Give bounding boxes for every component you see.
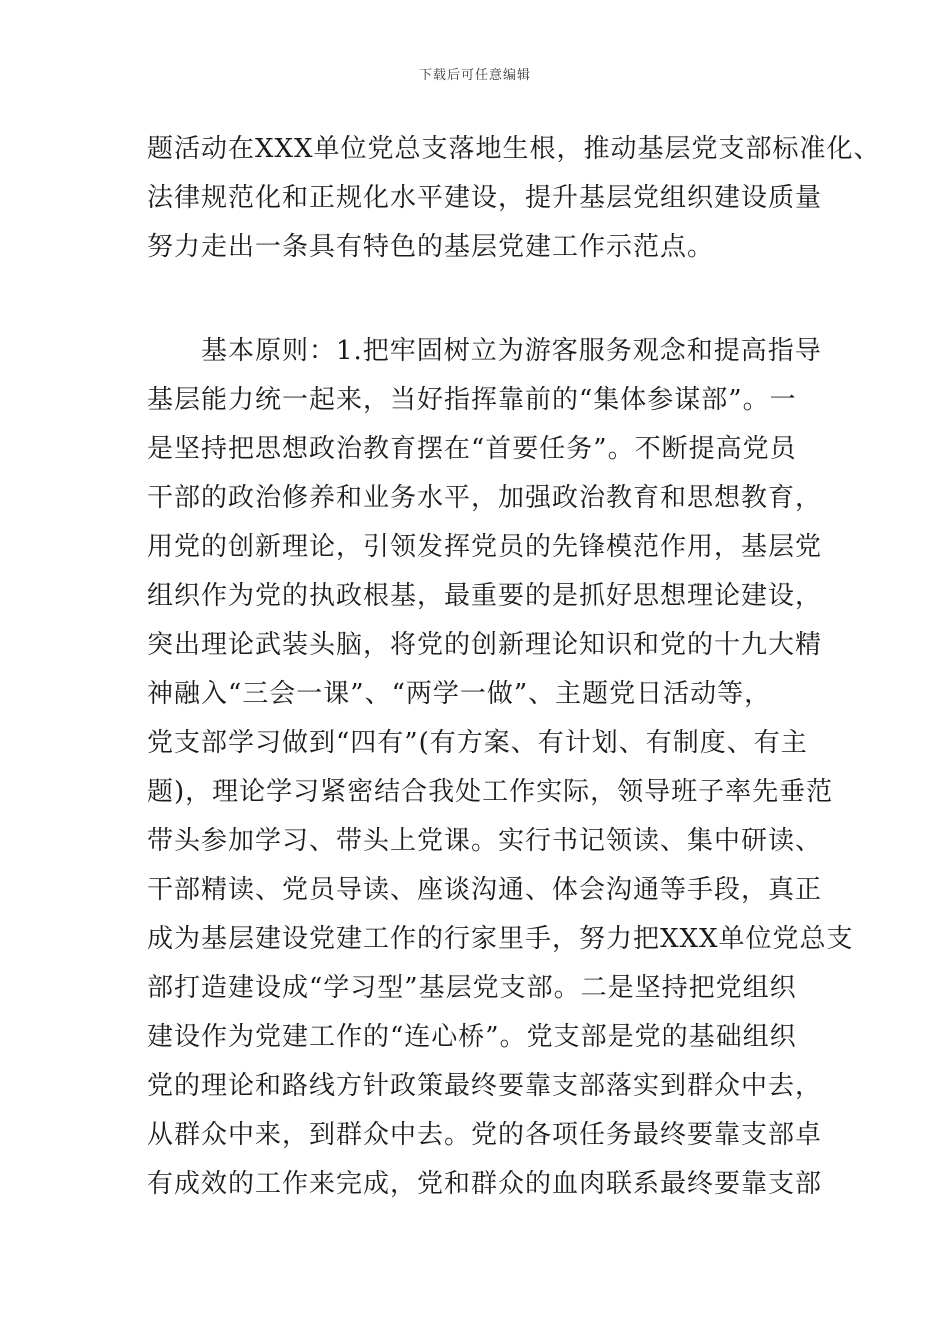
text-line: 带头参加学习、带头上党课。实行书记领读、集中研读、 <box>147 826 823 856</box>
text-line: 是坚持把思想政治教育摆在“首要任务”。不断提高党员 <box>147 434 797 464</box>
text-line: 成为基层建设党建工作的行家里手，努力把XXX单位党总支 <box>147 924 854 954</box>
text-line: 突出理论武装头脑，将党的创新理论知识和党的十九大精 <box>147 630 823 660</box>
text-line: 组织作为党的执政根基，最重要的是抓好思想理论建设， <box>147 581 823 611</box>
text-line: 部打造建设成“学习型”基层党支部。二是坚持把党组织 <box>147 973 797 1003</box>
text-line: 题活动在XXX单位党总支落地生根，推动基层党支部标准化、 <box>147 134 881 164</box>
paragraph-1 <box>147 125 881 272</box>
text-line: 法律规范化和正规化水平建设，提升基层党组织建设质量 <box>147 183 823 213</box>
text-line: 题)，理论学习紧密结合我处工作实际，领导班子率先垂范 <box>147 777 834 807</box>
text-line: 干部精读、党员导读、座谈沟通、体会沟通等手段，真正 <box>147 875 823 905</box>
text-line: 神融入“三会一课”、“两学一做”、主题党日活动等， <box>147 679 772 709</box>
text-line: 党的理论和路线方针政策最终要靠支部落实到群众中去， <box>147 1071 823 1101</box>
text-line: 干部的政治修养和业务水平，加强政治教育和思想教育， <box>147 483 823 513</box>
text-line: 党支部学习做到“四有”(有方案、有计划、有制度、有主 <box>147 728 808 758</box>
text-line: 从群众中来，到群众中去。党的各项任务最终要靠支部卓 <box>147 1120 823 1150</box>
text-line: 努力走出一条具有特色的基层党建工作示范点。 <box>147 232 715 262</box>
text-line: 建设作为党建工作的“连心桥”。党支部是党的基础组织 <box>147 1022 797 1052</box>
text-line: 基本原则：1.把牢固树立为游客服务观念和提高指导 <box>147 336 822 366</box>
text-line: 用党的创新理论，引领发挥党员的先锋模范作用，基层党 <box>147 532 823 562</box>
text-line: 有成效的工作来完成，党和群众的血肉联系最终要靠支部 <box>147 1169 823 1199</box>
paragraph-2 <box>147 327 854 1209</box>
text-line: 基层能力统一起来，当好指挥靠前的“集体参谋部”。一 <box>147 385 797 415</box>
page-header: 下载后可任意编辑 <box>418 68 531 83</box>
